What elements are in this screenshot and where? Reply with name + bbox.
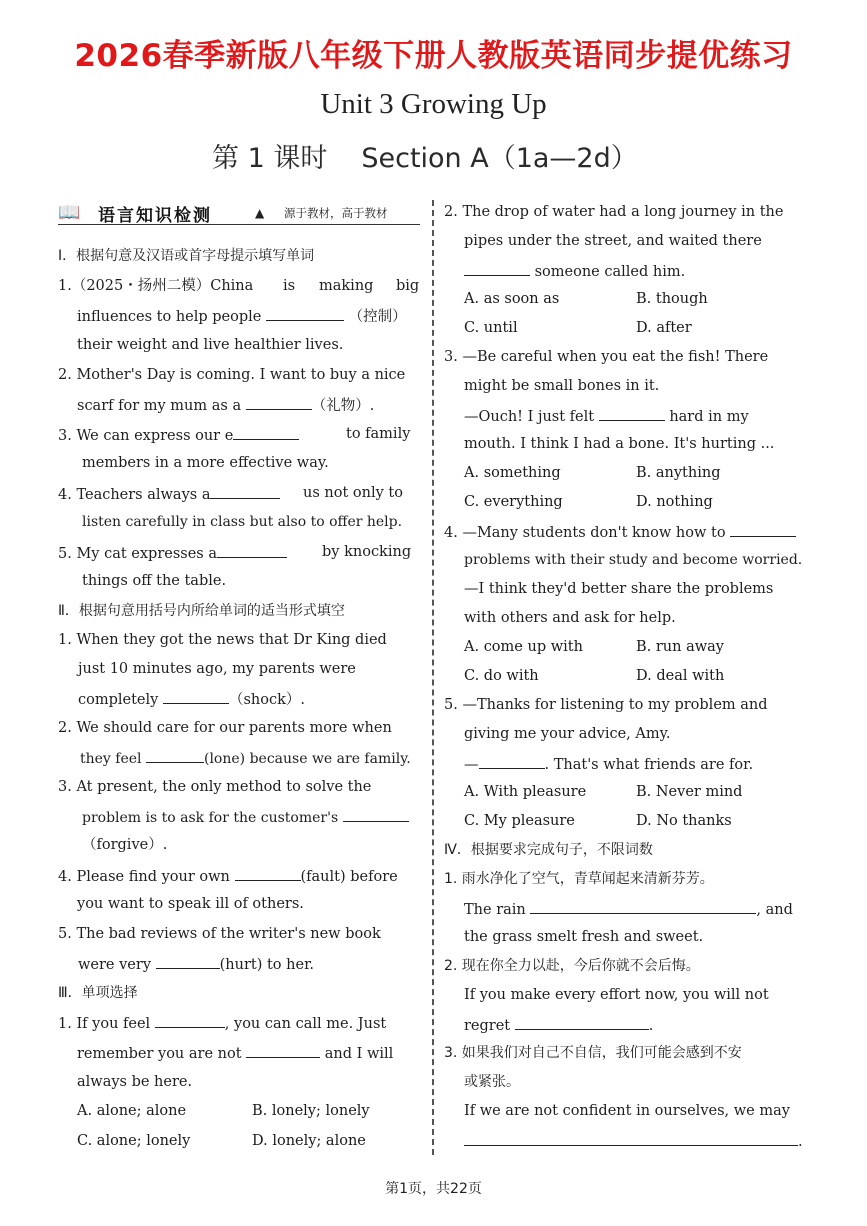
p3q4-option-d[interactable]: D. deal with xyxy=(636,668,725,684)
p3q4-line3: —I think they'd better share the problems xyxy=(464,581,774,597)
p3q1-line2: remember you are not and I will xyxy=(77,1042,393,1064)
book-icon: 📖 xyxy=(58,202,81,223)
p3q5-option-c[interactable]: C. My pleasure xyxy=(464,813,575,829)
p3q3-line3: —Ouch! I just felt hard in my xyxy=(464,405,749,427)
p3q2-line1: 2. The drop of water had a long journey in the xyxy=(444,204,784,220)
p2q3-line2: problem is to ask for the customer's xyxy=(82,806,409,828)
p4q3-chinese: 3. 如果我们对自己不自信，我们可能会感到不安 xyxy=(444,1045,742,1061)
p1q2-line2: scarf for my mum as a （礼物）. xyxy=(77,394,374,416)
p4q3-chinese-2: 或紧张。 xyxy=(464,1074,520,1090)
p2q2-line2: they feel (lone) because we are family. xyxy=(80,747,411,769)
answer-blank[interactable] xyxy=(266,305,344,321)
section-rule xyxy=(58,224,420,225)
p1q1-w2: making xyxy=(319,278,374,294)
p3q2-option-d[interactable]: D. after xyxy=(636,320,692,336)
unit-title: Unit 3 Growing Up xyxy=(320,88,547,120)
p1q1-line2: influences to help people （控制） xyxy=(77,305,407,327)
promo-banner: 2026春季新版八年级下册人教版英语同步提优练习 xyxy=(74,38,793,74)
section-header xyxy=(58,200,428,226)
answer-blank[interactable] xyxy=(210,483,280,499)
part1-heading: Ⅰ．根据句意及汉语或首字母提示填写单词 xyxy=(58,248,315,264)
p3q2-line2: pipes under the street, and waited there xyxy=(464,233,762,249)
answer-blank[interactable] xyxy=(530,898,756,914)
answer-blank[interactable] xyxy=(730,521,796,537)
lesson-title xyxy=(212,136,638,175)
p3q1-option-a[interactable]: A. alone; alone xyxy=(77,1103,187,1119)
p1q5-line1: 5. My cat expresses a xyxy=(58,542,287,564)
p1q5-line1b: by knocking xyxy=(322,544,412,560)
p3q2-option-c[interactable]: C. until xyxy=(464,320,518,336)
p3q3-option-b[interactable]: B. anything xyxy=(636,465,721,481)
p3q3-option-d[interactable]: D. nothing xyxy=(636,494,713,510)
p2q3-line3: （forgive）. xyxy=(82,837,168,853)
section-tagline: 源于教材，高于教材 xyxy=(284,206,388,220)
p1q4-line1: 4. Teachers always a xyxy=(58,483,280,505)
p1q3-line2: members in a more effective way. xyxy=(82,455,329,471)
p3q4-line4: with others and ask for help. xyxy=(464,610,676,626)
p2q5-line1: 5. The bad reviews of the writer's new book xyxy=(58,926,381,942)
p1q4-line1b: us not only to xyxy=(303,485,403,501)
p4q2-chinese: 2. 现在你全力以赴，今后你就不会后悔。 xyxy=(444,958,700,974)
p2q5-line2: were very (hurt) to her. xyxy=(78,953,314,975)
answer-blank[interactable] xyxy=(464,1130,798,1146)
p3q3-line4: mouth. I think I had a bone. It's hurting ... xyxy=(464,436,775,452)
p1q1-w1: is xyxy=(283,278,296,294)
p4q3-line3: If we are not confident in ourselves, we may xyxy=(464,1103,790,1119)
p3q5-line2: giving me your advice, Amy. xyxy=(464,726,671,742)
p1q1-line1: 1.（2025・扬州二模）China xyxy=(58,278,254,294)
p4q1-chinese: 1. 雨水净化了空气，青草闻起来清新芬芳。 xyxy=(444,871,714,887)
p3q1-option-b[interactable]: B. lonely; lonely xyxy=(252,1103,370,1119)
part3-heading: Ⅲ．单项选择 xyxy=(58,985,138,1001)
answer-blank[interactable] xyxy=(155,1012,225,1028)
p4q2-line2: If you make every effort now, you will not xyxy=(464,987,769,1003)
column-divider xyxy=(432,200,434,1155)
answer-blank[interactable] xyxy=(599,405,665,421)
p3q5-line3: — . That's what friends are for. xyxy=(464,753,753,775)
p1q1-w3: big xyxy=(396,278,420,294)
p3q3-line1: 3. —Be careful when you eat the fish! There xyxy=(444,349,769,365)
p3q4-line2: problems with their study and become worried. xyxy=(464,552,803,568)
answer-blank[interactable] xyxy=(515,1014,649,1030)
p1q2-line1: 2. Mother's Day is coming. I want to buy a nice xyxy=(58,367,406,383)
p3q2-option-a[interactable]: A. as soon as xyxy=(464,291,560,307)
p3q5-option-a[interactable]: A. With pleasure xyxy=(464,784,587,800)
p3q3-option-c[interactable]: C. everything xyxy=(464,494,563,510)
answer-blank[interactable] xyxy=(217,542,287,558)
p2q4-line1: 4. Please find your own (fault) before xyxy=(58,865,398,887)
answer-blank[interactable] xyxy=(246,1042,320,1058)
p3q2-option-b[interactable]: B. though xyxy=(636,291,708,307)
answer-blank[interactable] xyxy=(235,865,301,881)
p3q5-line1: 5. —Thanks for listening to my problem and xyxy=(444,697,768,713)
p2q1-line2: just 10 minutes ago, my parents were xyxy=(78,661,356,677)
p3q3-option-a[interactable]: A. something xyxy=(464,465,561,481)
answer-blank[interactable] xyxy=(146,747,204,763)
p1q5-line2: things off the table. xyxy=(82,573,227,589)
p3q2-line3: someone called him. xyxy=(464,260,685,282)
triangle-icon: ▲ xyxy=(255,206,265,220)
p3q4-option-b[interactable]: B. run away xyxy=(636,639,724,655)
p4q3-line4: . xyxy=(464,1130,803,1152)
answer-blank[interactable] xyxy=(479,753,545,769)
p1q4-line2: listen carefully in class but also to offer help. xyxy=(82,514,403,530)
p3q1-line1: 1. If you feel , you can call me. Just xyxy=(58,1012,386,1034)
p3q4-option-a[interactable]: A. come up with xyxy=(464,639,583,655)
answer-blank[interactable] xyxy=(343,806,409,822)
lesson-number: 第 1 课时 xyxy=(212,143,328,174)
page-footer: 第1页，共22页 xyxy=(385,1181,482,1197)
p3q5-option-d[interactable]: D. No thanks xyxy=(636,813,732,829)
answer-blank[interactable] xyxy=(156,953,220,969)
p2q4-line2: you want to speak ill of others. xyxy=(77,896,304,912)
p4q1-line2: The rain , and xyxy=(464,898,793,920)
section-name: 语言知识检测 xyxy=(98,206,212,226)
p1q3-line1b: to family xyxy=(346,426,411,442)
p3q1-option-c[interactable]: C. alone; lonely xyxy=(77,1133,191,1149)
p2q1-line3: completely （shock）. xyxy=(78,688,305,710)
answer-blank[interactable] xyxy=(246,394,312,410)
answer-blank[interactable] xyxy=(163,688,229,704)
p3q4-line1: 4. —Many students don't know how to xyxy=(444,521,796,543)
p4q1-line3: the grass smelt fresh and sweet. xyxy=(464,929,704,945)
p3q1-line3: always be here. xyxy=(77,1074,193,1090)
p1q3-line1: 3. We can express our e xyxy=(58,424,299,446)
p2q3-line1: 3. At present, the only method to solve the xyxy=(58,779,372,795)
p2q1-line1: 1. When they got the news that Dr King died xyxy=(58,632,387,648)
p2q2-line1: 2. We should care for our parents more when xyxy=(58,720,392,736)
p1q1-line3: their weight and live healthier lives. xyxy=(77,337,344,353)
lesson-section: Section A（1a—2d） xyxy=(361,143,638,174)
p3q3-line2: might be small bones in it. xyxy=(464,378,660,394)
p3q5-option-b[interactable]: B. Never mind xyxy=(636,784,743,800)
part4-heading: Ⅳ．根据要求完成句子，不限词数 xyxy=(444,842,653,858)
p3q4-option-c[interactable]: C. do with xyxy=(464,668,539,684)
part2-heading: Ⅱ．根据句意用括号内所给单词的适当形式填空 xyxy=(58,603,345,619)
answer-blank[interactable] xyxy=(233,424,299,440)
p3q1-option-d[interactable]: D. lonely; alone xyxy=(252,1133,366,1149)
p4q2-line3: regret . xyxy=(464,1014,653,1036)
answer-blank[interactable] xyxy=(464,260,530,276)
